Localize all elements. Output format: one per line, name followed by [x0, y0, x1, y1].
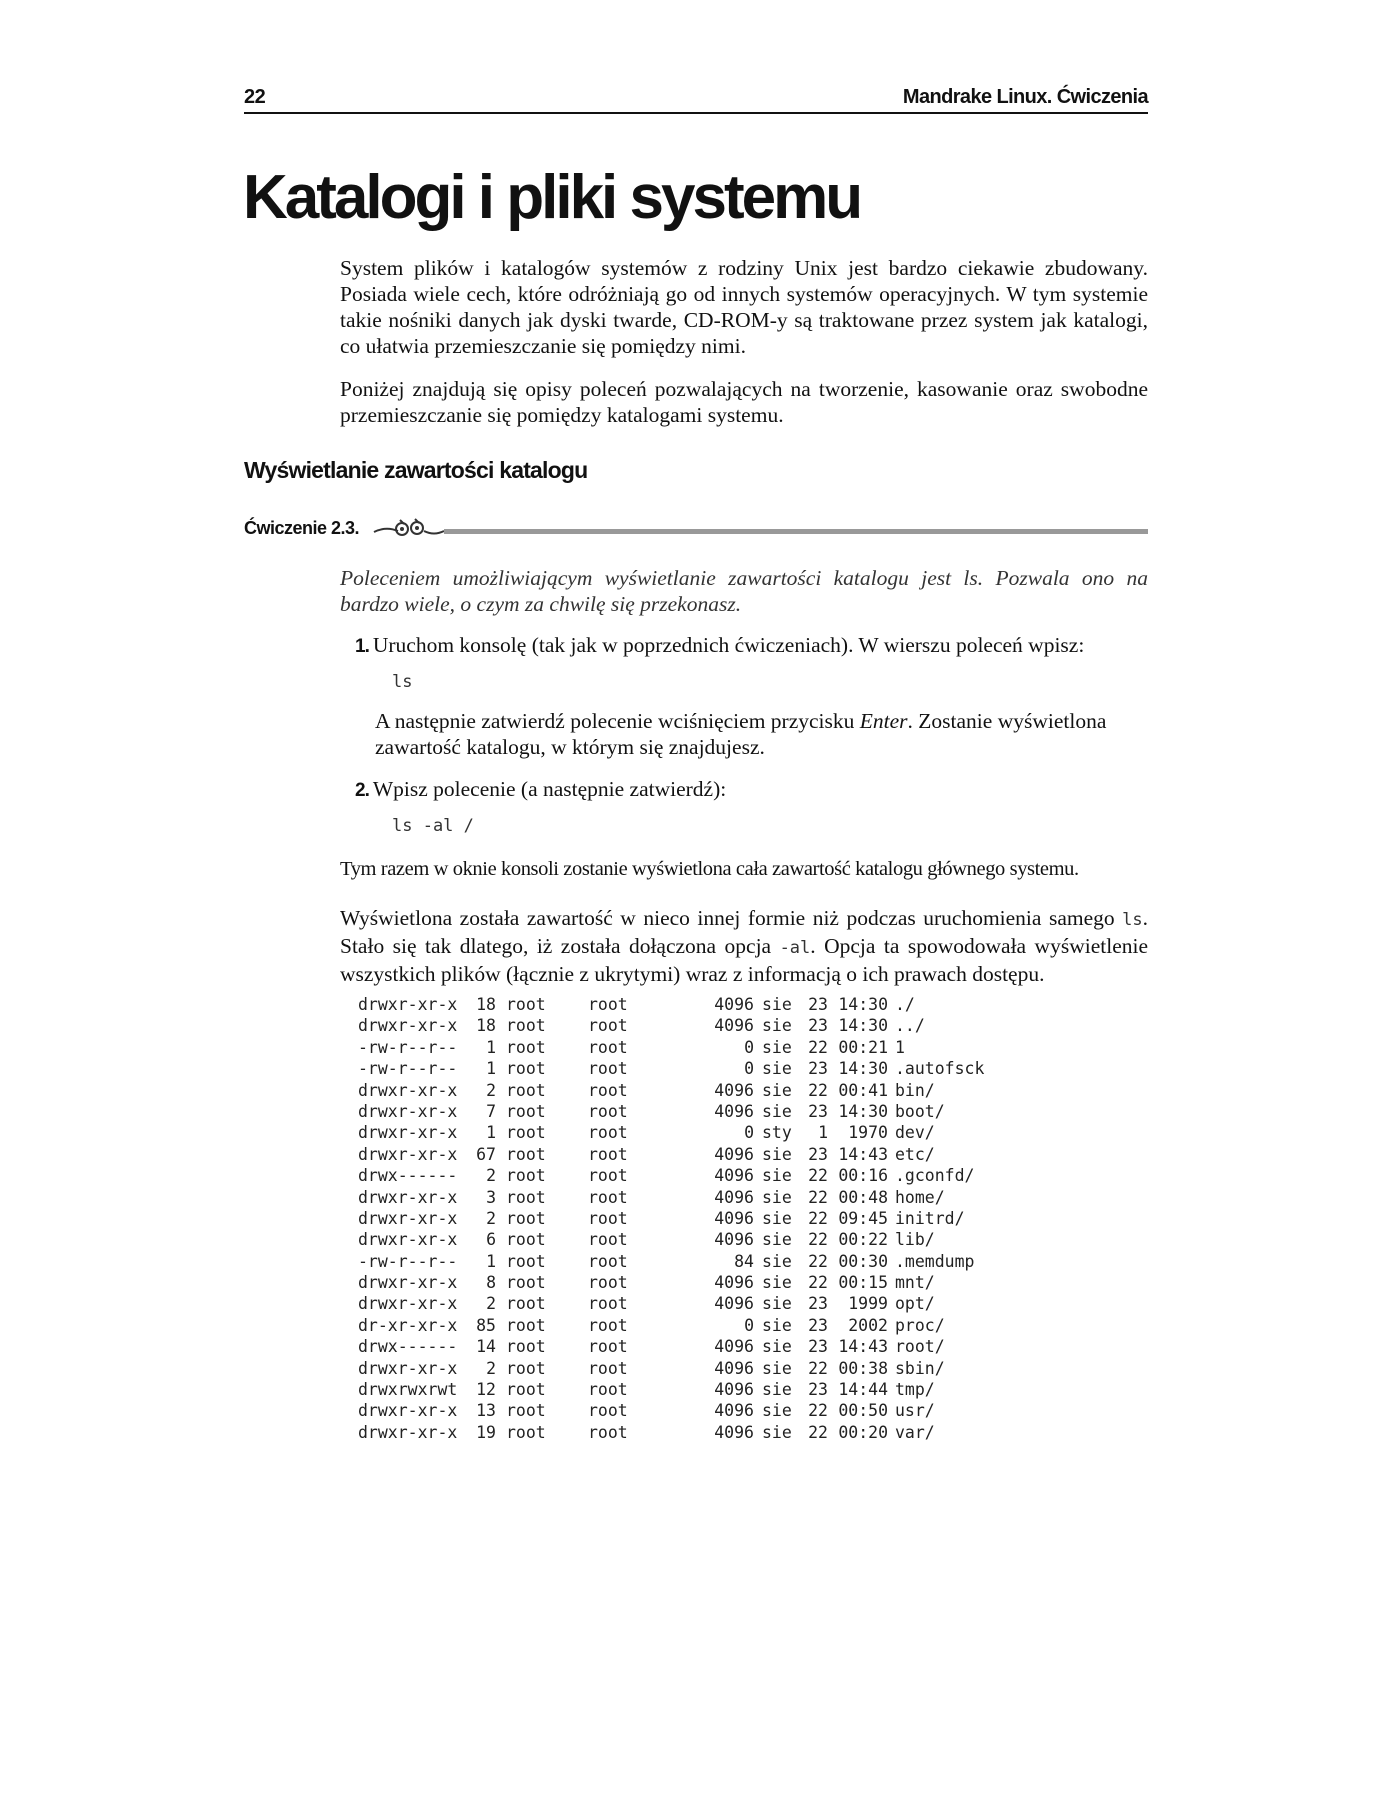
listing-links: 6	[486, 1230, 496, 1250]
explanation-part-3: . Opcja ta spowodowała wyświetlenie wszystkich plików (łącznie z ukrytymi) wraz z informacją o ich prawach dostępu.	[340, 934, 1148, 986]
listing-group: root	[588, 1059, 628, 1079]
listing-time: 14:30	[838, 1059, 888, 1079]
explanation-part-1: Wyświetlona została zawartość w nieco innej formie niż podczas uruchomienia samego	[340, 906, 1123, 930]
listing-permissions: drwxr-xr-x	[358, 1187, 458, 1207]
listing-owner: root	[506, 1166, 546, 1186]
listing-group: root	[588, 1166, 628, 1186]
listing-month: sie	[762, 1337, 792, 1357]
step-1-number: 1.	[355, 636, 369, 657]
listing-day: 22	[808, 1187, 828, 1207]
listing-month: sie	[762, 1187, 792, 1207]
listing-owner: root	[506, 1380, 546, 1400]
listing-time: 00:21	[838, 1037, 888, 1057]
listing-group: root	[588, 1144, 628, 1164]
listing-day: 23	[808, 1337, 828, 1357]
listing-month: sie	[762, 1016, 792, 1036]
listing-time: 00:15	[838, 1273, 888, 1293]
listing-links: 8	[486, 1273, 496, 1293]
listing-group: root	[588, 1037, 628, 1057]
listing-owner: root	[506, 1080, 546, 1100]
listing-owner: root	[506, 1016, 546, 1036]
listing-permissions: drwxr-xr-x	[358, 995, 458, 1014]
listing-day: 22	[808, 1230, 828, 1250]
step-2-text: Wpisz polecenie (a następnie zatwierdź):	[372, 777, 727, 801]
listing-filename: root/	[895, 1337, 945, 1357]
listing-size: 84	[734, 1251, 754, 1271]
ornament-icon	[372, 516, 446, 542]
listing-permissions: drwxrwxrwt	[358, 1380, 458, 1400]
listing-group: root	[588, 1230, 628, 1250]
listing-time: 00:38	[838, 1358, 888, 1378]
listing-filename: etc/	[895, 1144, 935, 1164]
listing-filename: sbin/	[895, 1358, 945, 1378]
listing-filename: opt/	[895, 1294, 935, 1314]
listing-links: 2	[486, 1080, 496, 1100]
listing-time: 1999	[848, 1294, 888, 1314]
listing-permissions: drwxr-xr-x	[358, 1358, 458, 1378]
listing-size: 4096	[714, 1401, 754, 1421]
listing-month: sie	[762, 995, 792, 1014]
listing-time: 00:20	[838, 1422, 888, 1442]
listing-permissions: drwxr-xr-x	[358, 1101, 458, 1121]
listing-permissions: drwx------	[358, 1337, 458, 1357]
listing-links: 85	[476, 1315, 496, 1335]
listing-links: 2	[486, 1294, 496, 1314]
listing-filename: lib/	[895, 1230, 935, 1250]
listing-day: 22	[808, 1422, 828, 1442]
listing-owner: root	[506, 1315, 546, 1335]
listing-group: root	[588, 1273, 628, 1293]
listing-month: sie	[762, 1251, 792, 1271]
listing-links: 67	[476, 1144, 496, 1164]
listing-filename: usr/	[895, 1401, 935, 1421]
listing-time: 14:44	[838, 1380, 888, 1400]
listing-links: 18	[476, 995, 496, 1014]
listing-time: 00:50	[838, 1401, 888, 1421]
listing-permissions: drwxr-xr-x	[358, 1144, 458, 1164]
listing-permissions: drwxr-xr-x	[358, 1208, 458, 1228]
listing-day: 22	[808, 1208, 828, 1228]
step-1-followup-a: A następnie zatwierdź polecenie wciśnięciem przycisku	[375, 709, 860, 733]
listing-month: sie	[762, 1037, 792, 1057]
listing-month: sie	[762, 1101, 792, 1121]
listing-month: sie	[762, 1358, 792, 1378]
listing-size: 0	[744, 1037, 754, 1057]
listing-links: 1	[486, 1251, 496, 1271]
listing-size: 4096	[714, 1358, 754, 1378]
listing-filename: .memdump	[895, 1251, 975, 1271]
listing-owner: root	[506, 1337, 546, 1357]
listing-filename: home/	[895, 1187, 945, 1207]
listing-day: 22	[808, 1080, 828, 1100]
listing-permissions: drwxr-xr-x	[358, 1016, 458, 1036]
listing-time: 14:30	[838, 1016, 888, 1036]
listing-size: 4096	[714, 1101, 754, 1121]
listing-size: 4096	[714, 1144, 754, 1164]
listing-month: sie	[762, 1294, 792, 1314]
listing-permissions: drwxr-xr-x	[358, 1273, 458, 1293]
listing-permissions: drwx------	[358, 1166, 458, 1186]
step-1-command: ls	[392, 672, 413, 692]
listing-time: 00:30	[838, 1251, 888, 1271]
listing-owner: root	[506, 995, 546, 1014]
listing-group: root	[588, 1123, 628, 1143]
listing-filename: ../	[895, 1016, 925, 1036]
listing-size: 0	[744, 1123, 754, 1143]
explanation-paragraph	[340, 905, 1148, 987]
listing-size: 4096	[714, 1230, 754, 1250]
listing-time: 2002	[848, 1315, 888, 1335]
listing-size: 4096	[714, 1187, 754, 1207]
listing-links: 3	[486, 1187, 496, 1207]
listing-time: 1970	[848, 1123, 888, 1143]
listing-time: 14:43	[838, 1337, 888, 1357]
listing-size: 4096	[714, 995, 754, 1014]
listing-owner: root	[506, 1144, 546, 1164]
listing-day: 23	[808, 1315, 828, 1335]
listing-month: sie	[762, 1230, 792, 1250]
exercise-label: Ćwiczenie 2.3.	[244, 518, 360, 538]
listing-group: root	[588, 1187, 628, 1207]
listing-filename: 1	[895, 1037, 905, 1057]
listing-size: 0	[744, 1059, 754, 1079]
exercise-intro: Poleceniem umożliwiającym wyświetlanie zawartości katalogu jest ls. Pozwala ono na bardzo wiele, o czym za chwilę się przekonasz.	[340, 566, 1148, 616]
step-2-number: 2.	[355, 780, 369, 801]
listing-links: 19	[476, 1422, 496, 1442]
listing-size: 4096	[714, 1294, 754, 1314]
listing-size: 4096	[714, 1016, 754, 1036]
listing-day: 23	[808, 1294, 828, 1314]
listing-owner: root	[506, 1059, 546, 1079]
listing-links: 2	[486, 1358, 496, 1378]
step-1-followup-b: . Zostanie wyświetlona zawartość katalogu, w którym się znajdujesz.	[375, 709, 1107, 759]
result-text: Tym razem w oknie konsoli zostanie wyświetlona cała zawartość katalogu głównego systemu.	[340, 858, 1079, 880]
step-1	[355, 632, 1084, 660]
listing-day: 23	[808, 995, 828, 1014]
listing-month: sie	[762, 1166, 792, 1186]
listing-permissions: drwxr-xr-x	[358, 1123, 458, 1143]
listing-filename: proc/	[895, 1315, 945, 1335]
listing-time: 00:16	[838, 1166, 888, 1186]
page-number: 22	[244, 86, 266, 108]
listing-month: sie	[762, 1208, 792, 1228]
listing-month: sie	[762, 1380, 792, 1400]
listing-permissions: -rw-r--r--	[358, 1059, 458, 1079]
listing-group: root	[588, 995, 628, 1014]
listing-size: 4096	[714, 1337, 754, 1357]
listing-group: root	[588, 1294, 628, 1314]
enter-key-label: Enter	[859, 709, 908, 733]
listing-group: root	[588, 1101, 628, 1121]
listing-month: sie	[762, 1144, 792, 1164]
listing-group: root	[588, 1337, 628, 1357]
listing-day: 1	[818, 1123, 828, 1143]
listing-links: 7	[486, 1101, 496, 1121]
listing-links: 1	[486, 1059, 496, 1079]
listing-size: 4096	[714, 1422, 754, 1442]
listing-group: root	[588, 1016, 628, 1036]
listing-size: 4096	[714, 1080, 754, 1100]
listing-size: 4096	[714, 1273, 754, 1293]
listing-time: 14:30	[838, 995, 888, 1014]
listing-filename: initrd/	[895, 1208, 965, 1228]
exercise-rule	[444, 529, 1148, 534]
listing-permissions: drwxr-xr-x	[358, 1401, 458, 1421]
listing-time: 14:43	[838, 1144, 888, 1164]
listing-size: 4096	[714, 1380, 754, 1400]
listing-day: 23	[808, 1101, 828, 1121]
listing-owner: root	[506, 1187, 546, 1207]
listing-filename: ./	[895, 995, 915, 1014]
listing-day: 23	[808, 1059, 828, 1079]
listing-permissions: -rw-r--r--	[358, 1251, 458, 1271]
explanation-part-2: . Stało się tak dlatego, iż została dołączona opcja	[340, 906, 1148, 958]
listing-filename: mnt/	[895, 1273, 935, 1293]
listing-owner: root	[506, 1422, 546, 1442]
listing-group: root	[588, 1401, 628, 1421]
listing-day: 22	[808, 1166, 828, 1186]
listing-filename: .autofsck	[895, 1059, 985, 1079]
listing-size: 4096	[714, 1208, 754, 1228]
listing-month: sie	[762, 1401, 792, 1421]
listing-time: 00:22	[838, 1230, 888, 1250]
listing-group: root	[588, 1358, 628, 1378]
listing-month: sie	[762, 1273, 792, 1293]
listing-group: root	[588, 1380, 628, 1400]
listing-permissions: drwxr-xr-x	[358, 1230, 458, 1250]
listing-owner: root	[506, 1037, 546, 1057]
listing-links: 12	[476, 1380, 496, 1400]
listing-day: 22	[808, 1401, 828, 1421]
listing-month: sie	[762, 1059, 792, 1079]
listing-day: 22	[808, 1037, 828, 1057]
listing-size: 0	[744, 1315, 754, 1335]
listing-permissions: -rw-r--r--	[358, 1037, 458, 1057]
listing-day: 22	[808, 1251, 828, 1271]
section-heading: Wyświetlanie zawartości katalogu	[244, 457, 588, 483]
listing-time: 00:41	[838, 1080, 888, 1100]
listing-day: 22	[808, 1358, 828, 1378]
intro-paragraph-2: Poniżej znajdują się opisy poleceń pozwalających na tworzenie, kasowanie oraz swobodne przemieszczanie się pomiędzy katalogami systemu.	[340, 377, 1148, 427]
listing-owner: root	[506, 1401, 546, 1421]
listing-permissions: dr-xr-xr-x	[358, 1315, 458, 1335]
listing-group: root	[588, 1315, 628, 1335]
listing-time: 14:30	[838, 1101, 888, 1121]
listing-owner: root	[506, 1230, 546, 1250]
listing-day: 23	[808, 1380, 828, 1400]
listing-day: 23	[808, 1144, 828, 1164]
listing-day: 23	[808, 1016, 828, 1036]
listing-group: root	[588, 1080, 628, 1100]
page-header	[244, 86, 1148, 114]
listing-owner: root	[506, 1294, 546, 1314]
listing-links: 14	[476, 1337, 496, 1357]
step-2-command: ls -al /	[392, 816, 474, 836]
step-1-text: Uruchom konsolę (tak jak w poprzednich ćwiczeniach). W wierszu poleceń wpisz:	[372, 633, 1085, 657]
listing-filename: bin/	[895, 1080, 935, 1100]
step-1-followup	[375, 708, 1145, 760]
listing-owner: root	[506, 1273, 546, 1293]
listing-month: sty	[762, 1123, 792, 1143]
exercise-bar	[244, 514, 1148, 544]
listing-permissions: drwxr-xr-x	[358, 1422, 458, 1442]
listing-owner: root	[506, 1101, 546, 1121]
listing-links: 2	[486, 1166, 496, 1186]
listing-day: 22	[808, 1273, 828, 1293]
listing-group: root	[588, 1422, 628, 1442]
listing-time: 00:48	[838, 1187, 888, 1207]
listing-links: 1	[486, 1037, 496, 1057]
listing-owner: root	[506, 1123, 546, 1143]
listing-owner: root	[506, 1251, 546, 1271]
listing-filename: tmp/	[895, 1380, 935, 1400]
listing-size: 4096	[714, 1166, 754, 1186]
listing-owner: root	[506, 1208, 546, 1228]
listing-links: 2	[486, 1208, 496, 1228]
book-title: Mandrake Linux. Ćwiczenia	[902, 86, 1148, 108]
listing-permissions: drwxr-xr-x	[358, 1080, 458, 1100]
listing-group: root	[588, 1251, 628, 1271]
inline-code-ls: ls	[1122, 910, 1143, 930]
listing-links: 18	[476, 1016, 496, 1036]
listing-filename: dev/	[895, 1123, 935, 1143]
listing-permissions: drwxr-xr-x	[358, 1294, 458, 1314]
listing-links: 1	[486, 1123, 496, 1143]
inline-code-al: -al	[779, 938, 811, 958]
listing-month: sie	[762, 1315, 792, 1335]
listing-filename: boot/	[895, 1101, 945, 1121]
step-2	[355, 776, 726, 804]
listing-month: sie	[762, 1422, 792, 1442]
listing-month: sie	[762, 1080, 792, 1100]
listing-filename: .gconfd/	[895, 1166, 975, 1186]
listing-time: 09:45	[838, 1208, 888, 1228]
listing-group: root	[588, 1208, 628, 1228]
chapter-title: Katalogi i pliki systemu	[243, 163, 861, 232]
listing-owner: root	[506, 1358, 546, 1378]
intro-paragraph-1: System plików i katalogów systemów z rodziny Unix jest bardzo ciekawie zbudowany. Posiada wiele cech, które odróżniają go od innych systemów operacyjnych. W tym systemie takie nośniki danych jak dyski twarde, CD-ROM-y są traktowane przez system jak katalogi, co ułatwia przemieszczanie się pomiędzy nimi.	[340, 256, 1148, 358]
listing-links: 13	[476, 1401, 496, 1421]
listing-filename: var/	[895, 1422, 935, 1442]
